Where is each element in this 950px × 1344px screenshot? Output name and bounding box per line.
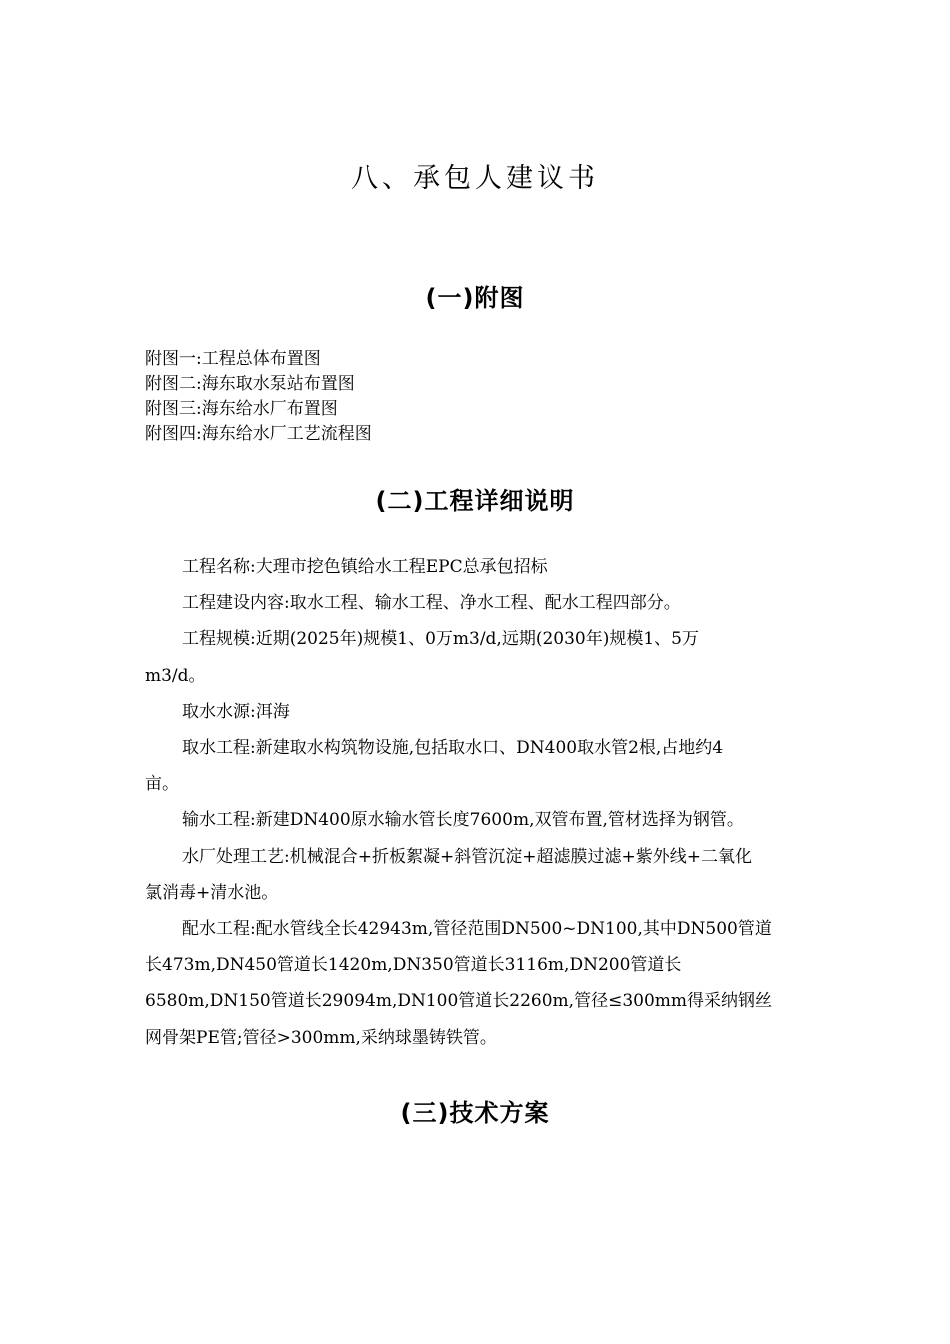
project-details (145, 549, 805, 1056)
distribution-works-line3: 6580m,DN150管道长29094m,DN100管道长2260m,管径≤300mm得采纳钢丝 (145, 991, 773, 1012)
list-item: 附图三:海东给水厂布置图 (145, 399, 338, 419)
intake-works-line1: 取水工程:新建取水构筑物设施,包括取水口、DN400取水管2根,占地约4 (182, 738, 724, 759)
list-item: 附图二:海东取水泵站布置图 (145, 374, 355, 394)
project-scale-line1: 工程规模:近期(2025年)规模1、0万m3/d,远期(2030年)规模1、5万 (182, 629, 699, 650)
list-item: 附图四:海东给水厂工艺流程图 (145, 424, 372, 444)
section-heading-figures: (一)附图 (425, 284, 525, 312)
water-source: 取水水源:洱海 (182, 701, 290, 722)
section-heading-technical-plan: (三)技术方案 (400, 1099, 550, 1127)
transmission-works: 输水工程:新建DN400原水输水管长度7600m,双管布置,管材选择为钢管。 (182, 810, 744, 831)
distribution-works-line1: 配水工程:配水管线全长42943m,管径范围DN500~DN100,其中DN500管道 (182, 919, 772, 940)
figure-list (145, 347, 372, 447)
distribution-works-line4: 网骨架PE管;管径>300mm,采纳球墨铸铁管。 (145, 1027, 497, 1048)
section-heading-details: (二)工程详细说明 (375, 487, 575, 515)
project-name: 工程名称:大理市挖色镇给水工程EPC总承包招标 (182, 557, 548, 577)
project-scale-line2: m3/d。 (145, 665, 206, 686)
construction-content: 工程建设内容:取水工程、输水工程、净水工程、配水工程四部分。 (182, 593, 681, 614)
list-item: 附图一:工程总体布置图 (145, 349, 321, 369)
distribution-works-line2: 长473m,DN450管道长1420m,DN350管道长3116m,DN200管道长 (145, 955, 682, 976)
treatment-process-line2: 氯消毒+清水池。 (145, 882, 279, 903)
page-title: 八、承包人建议书 (351, 163, 599, 194)
intake-works-line2: 亩。 (145, 774, 179, 795)
treatment-process-line1: 水厂处理工艺:机械混合+折板絮凝+斜管沉淀+超滤膜过滤+紫外线+二氧化 (182, 846, 752, 867)
